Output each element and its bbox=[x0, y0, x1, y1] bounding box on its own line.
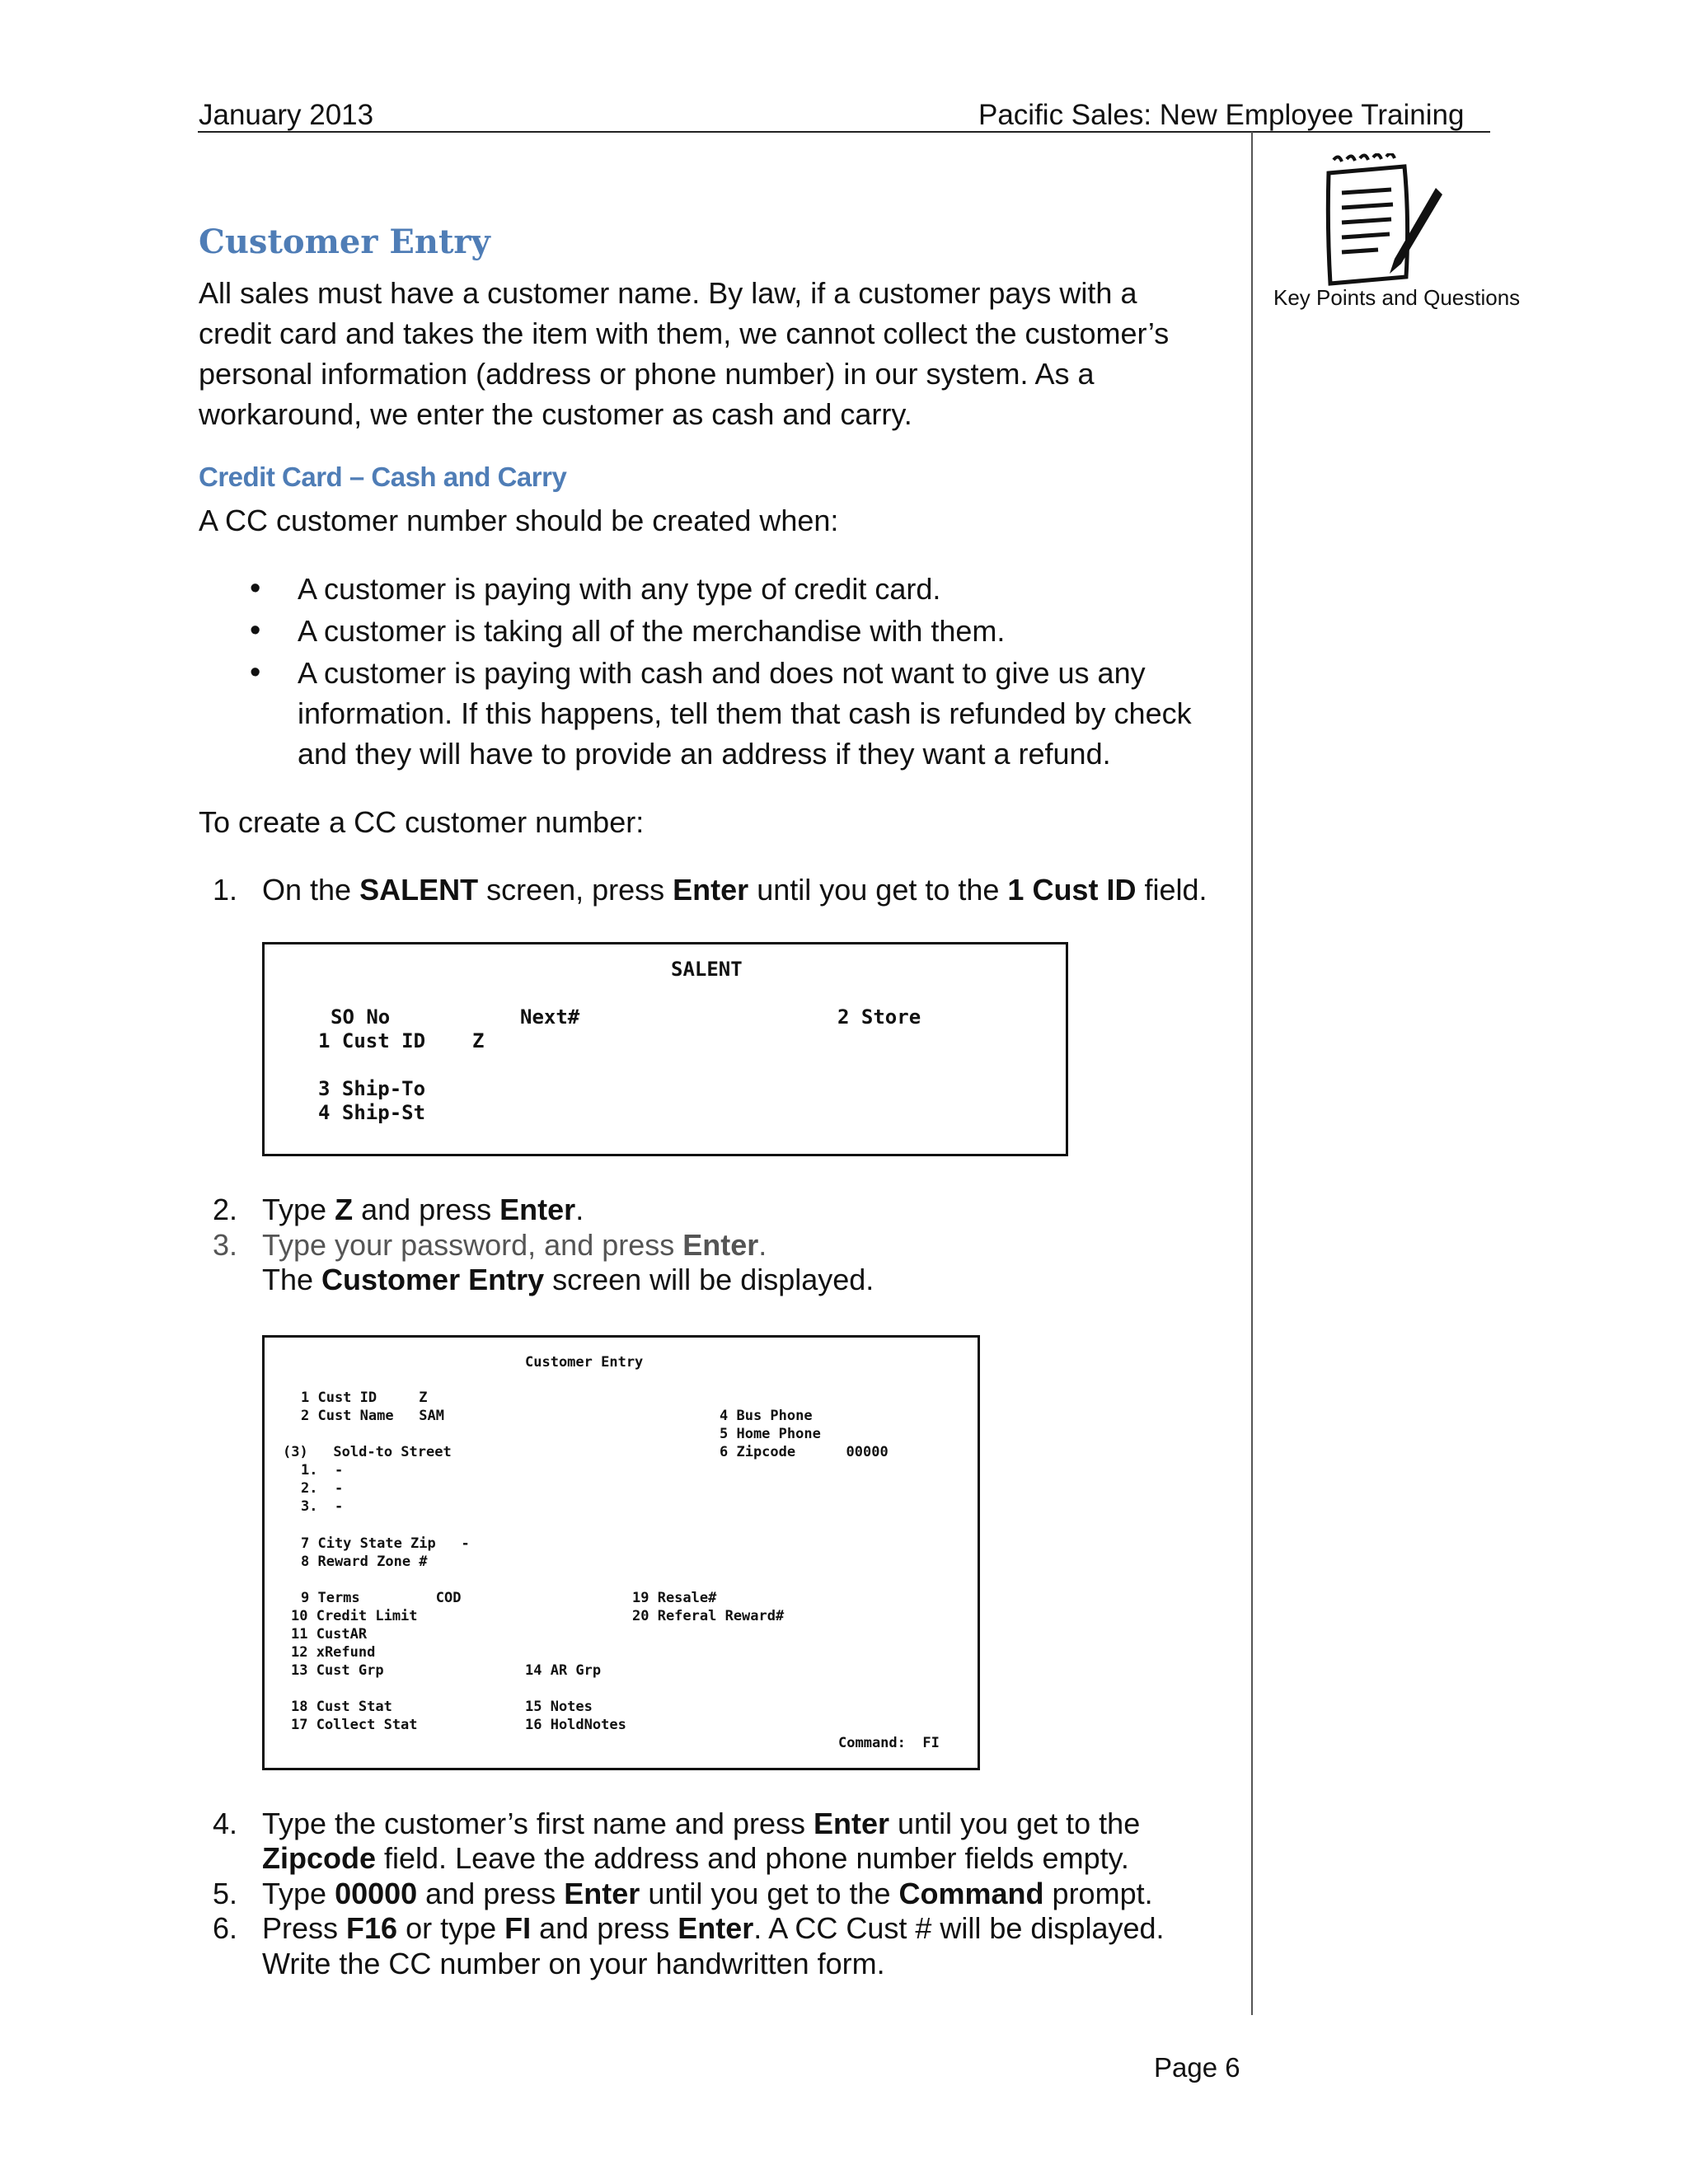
subsection-lead: A CC customer number should be created when: bbox=[199, 504, 839, 537]
step-3: Type your password, and press Enter. bbox=[262, 1228, 767, 1262]
bullet-marker: • bbox=[250, 571, 261, 606]
bullet-item-cont: and they will have to provide an address if they want a refund. bbox=[298, 737, 1111, 771]
step-number: 6. bbox=[213, 1911, 238, 1945]
ship-to-label: 3 Ship-To bbox=[318, 1077, 426, 1100]
bullet-marker: • bbox=[250, 655, 261, 690]
field-line: 1. - bbox=[301, 1462, 344, 1479]
field-line: 3. - bbox=[301, 1498, 344, 1515]
field-line: 18 Cust Stat bbox=[291, 1699, 392, 1715]
store-label: 2 Store bbox=[837, 1005, 921, 1029]
intro-line: personal information (address or phone number) in our system. As a bbox=[199, 357, 1095, 391]
field-line: 8 Reward Zone # bbox=[301, 1554, 428, 1570]
step-2: Type Z and press Enter. bbox=[262, 1193, 584, 1226]
field-line: 20 Referal Reward# bbox=[632, 1608, 785, 1624]
customer-entry-screen bbox=[262, 1335, 980, 1770]
step-number: 2. bbox=[213, 1193, 238, 1226]
step-number: 4. bbox=[213, 1807, 238, 1840]
sidebar-label: Key Points and Questions bbox=[1273, 285, 1521, 310]
field-line: 9 Terms COD bbox=[301, 1590, 462, 1606]
step-3-cont: The Customer Entry screen will be displayed. bbox=[262, 1263, 874, 1296]
intro-line: All sales must have a customer name. By law, if a customer pays with a bbox=[199, 276, 1137, 310]
header-rule bbox=[198, 131, 1490, 133]
intro-line: workaround, we enter the customer as cash and carry. bbox=[199, 397, 912, 431]
step-number: 5. bbox=[213, 1877, 238, 1910]
cust-id-value: Z bbox=[472, 1029, 485, 1052]
step-1: On the SALENT screen, press Enter until you get to the 1 Cust ID field. bbox=[262, 873, 1207, 907]
intro-line: credit card and takes the item with them, we cannot collect the customer’s bbox=[199, 316, 1170, 350]
create-lead: To create a CC customer number: bbox=[199, 805, 645, 839]
bullet-item-cont: information. If this happens, tell them that cash is refunded by check bbox=[298, 696, 1192, 730]
step-number: 1. bbox=[213, 873, 238, 907]
field-line: 4 Bus Phone bbox=[720, 1408, 813, 1424]
field-line: (3) Sold-to Street bbox=[283, 1444, 452, 1460]
field-line: 2 Cust Name SAM bbox=[301, 1408, 444, 1424]
field-line: 6 Zipcode 00000 bbox=[720, 1444, 889, 1460]
field-line: 2. - bbox=[301, 1480, 344, 1497]
ship-st-label: 4 Ship-St bbox=[318, 1101, 426, 1124]
field-line: 11 CustAR bbox=[291, 1626, 368, 1643]
field-line: 5 Home Phone bbox=[720, 1426, 821, 1442]
field-line: 17 Collect Stat bbox=[291, 1717, 418, 1733]
field-line: 13 Cust Grp bbox=[291, 1662, 384, 1679]
customer-entry-title: Customer Entry bbox=[525, 1354, 644, 1371]
step-4: Type the customer’s first name and press Enter until you get to the bbox=[262, 1807, 1141, 1840]
field-line: 14 AR Grp bbox=[525, 1662, 602, 1679]
step-number: 3. bbox=[213, 1228, 238, 1262]
salent-screen bbox=[262, 942, 1068, 1156]
bullet-item: A customer is paying with any type of credit card. bbox=[298, 572, 941, 606]
sidebar-rule bbox=[1251, 132, 1253, 2015]
cust-id-label: 1 Cust ID bbox=[318, 1029, 426, 1052]
field-line: 7 City State Zip - bbox=[301, 1535, 470, 1552]
header-date: January 2013 bbox=[199, 99, 374, 131]
field-line: 16 HoldNotes bbox=[525, 1717, 626, 1733]
subsection-heading: Credit Card – Cash and Carry bbox=[199, 462, 567, 492]
step-6: Press F16 or type FI and press Enter. A CC Cust # will be displayed. bbox=[262, 1911, 1165, 1945]
field-line: 15 Notes bbox=[525, 1699, 593, 1715]
field-line: 19 Resale# bbox=[632, 1590, 717, 1606]
step-6-cont: Write the CC number on your handwritten form. bbox=[262, 1947, 885, 1980]
step-5: Type 00000 and press Enter until you get to the Command prompt. bbox=[262, 1877, 1153, 1910]
section-heading: Customer Entry bbox=[199, 223, 490, 261]
next-label: Next# bbox=[520, 1005, 580, 1029]
bullet-marker: • bbox=[250, 613, 261, 648]
command-prompt: Command: FI bbox=[838, 1735, 940, 1751]
notepad-icon bbox=[1312, 153, 1444, 293]
field-line: 1 Cust ID Z bbox=[301, 1390, 428, 1406]
field-line: 10 Credit Limit bbox=[291, 1608, 418, 1624]
page-number: Page 6 bbox=[1154, 2052, 1240, 2083]
bullet-item: A customer is taking all of the merchandise with them. bbox=[298, 614, 1006, 648]
step-4-cont: Zipcode field. Leave the address and phone number fields empty. bbox=[262, 1841, 1129, 1875]
header-title: Pacific Sales: New Employee Training bbox=[978, 99, 1465, 131]
field-line: 12 xRefund bbox=[291, 1644, 376, 1661]
so-no-label: SO No bbox=[331, 1005, 391, 1029]
bullet-item: A customer is paying with cash and does not want to give us any bbox=[298, 656, 1146, 690]
salent-title: SALENT bbox=[671, 958, 743, 981]
